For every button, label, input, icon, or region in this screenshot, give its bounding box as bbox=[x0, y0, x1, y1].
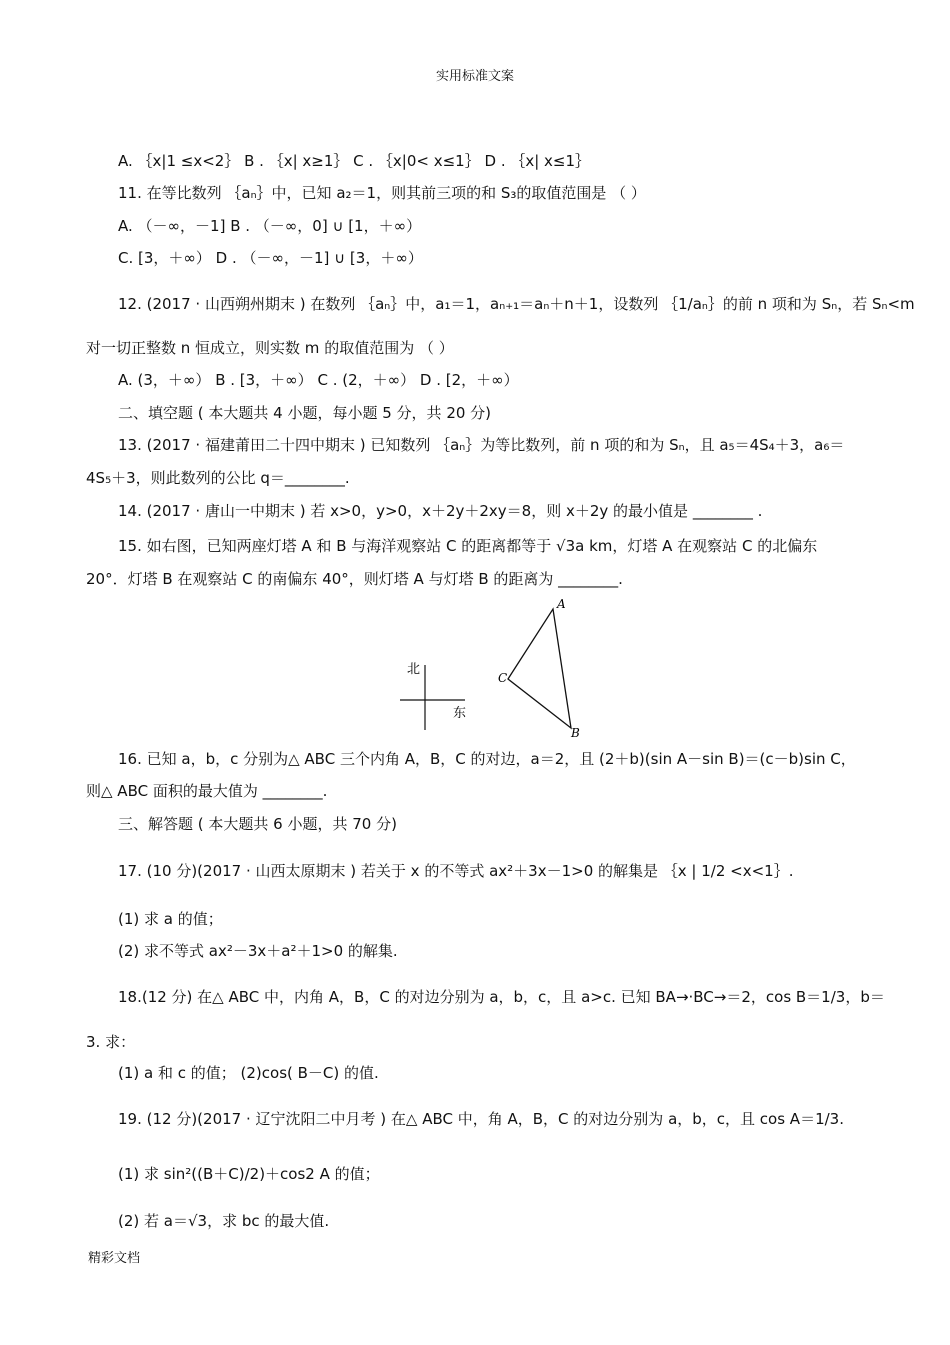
text-line: 20°．灯塔 B 在观察站 C 的南偏东 40°，则灯塔 A 与灯塔 B 的距离为 ________. bbox=[86, 570, 623, 588]
text-line: 3. 求： bbox=[86, 1033, 136, 1051]
text-line: (2) 求不等式 ax²－3x＋a²＋1>0 的解集. bbox=[118, 942, 398, 960]
lighthouse-diagram bbox=[395, 595, 595, 745]
text-line: (2) 若 a＝√3，求 bc 的最大值. bbox=[118, 1212, 330, 1230]
text-line: 16. 已知 a，b，c 分别为△ ABC 三个内角 A，B，C 的对边，a＝2，且 (2＋b)(sin A－sin B)＝(c－b)sin C， bbox=[118, 750, 856, 768]
east-label: 东 bbox=[453, 706, 467, 721]
text-line: (1) 求 sin²((B＋C)/2)＋cos2 A 的值； bbox=[118, 1165, 380, 1183]
text-line: 三、解答题 ( 本大题共 6 小题，共 70 分) bbox=[118, 815, 397, 833]
text-line: A. （－∞，－1] B . （－∞，0] ∪ [1，＋∞） bbox=[118, 217, 422, 235]
text-line: 15. 如右图，已知两座灯塔 A 和 B 与海洋观察站 C 的距离都等于 √3a km，灯塔 A 在观察站 C 的北偏东 bbox=[118, 537, 818, 555]
text-line: 14. (2017 · 唐山一中期末 ) 若 x>0，y>0，x＋2y＋2xy＝8，则 x＋2y 的最小值是 ________ . bbox=[118, 502, 763, 520]
text-line: 11. 在等比数列 ｛aₙ｝中，已知 a₂＝1，则其前三项的和 S₃的取值范围是 （ ） bbox=[118, 184, 646, 202]
text-line: 17. (10 分)(2017 · 山西太原期末 ) 若关于 x 的不等式 ax²＋3x－1>0 的解集是 ｛x | 1/2 <x<1｝. bbox=[118, 862, 794, 880]
vertex-b-label: B bbox=[571, 726, 580, 740]
page-footer: 精彩文档 bbox=[88, 1251, 141, 1266]
text-line: A. (3，＋∞） B . [3，＋∞） C . (2，＋∞） D . [2，＋∞） bbox=[118, 371, 519, 389]
text-line: 对一切正整数 n 恒成立，则实数 m 的取值范围为 （ ） bbox=[86, 339, 454, 357]
text-line: (1) a 和 c 的值； (2)cos( B－C) 的值. bbox=[118, 1064, 379, 1082]
north-label: 北 bbox=[407, 662, 421, 677]
triangle-abc bbox=[508, 609, 571, 728]
text-line: (1) 求 a 的值； bbox=[118, 910, 223, 928]
text-line: 4S₅＋3，则此数列的公比 q＝________. bbox=[86, 469, 350, 487]
text-line: 则△ ABC 面积的最大值为 ________. bbox=[86, 782, 328, 800]
text-line: A. ｛x|1 ≤x<2｝ B . ｛x| x≥1｝ C . ｛x|0< x≤1｝ D . ｛x| x≤1｝ bbox=[118, 152, 591, 170]
text-line: 18.(12 分) 在△ ABC 中，内角 A，B，C 的对边分别为 a，b，c，且 a>c. 已知 BA→·BC→＝2，cos B＝1/3，b＝ bbox=[118, 988, 885, 1006]
text-line: 19. (12 分)(2017 · 辽宁沈阳二中月考 ) 在△ ABC 中，角 A，B，C 的对边分别为 a，b，c，且 cos A＝1/3. bbox=[118, 1110, 844, 1128]
text-line: C. [3，＋∞） D . （－∞，－1] ∪ [3，＋∞） bbox=[118, 249, 423, 267]
text-line: 13. (2017 · 福建莆田二十四中期末 ) 已知数列 ｛aₙ｝为等比数列，前 n 项的和为 Sₙ，且 a₅＝4S₄＋3，a₆＝ bbox=[118, 436, 845, 454]
page-header: 实用标准文案 bbox=[435, 69, 514, 84]
text-line: 二、填空题 ( 本大题共 4 小题，每小题 5 分，共 20 分) bbox=[118, 404, 492, 422]
text-line: 12. (2017 · 山西朔州期末 ) 在数列 ｛aₙ｝中，a₁＝1，aₙ₊₁＝aₙ＋n＋1，设数列 ｛1/aₙ｝的前 n 项和为 Sₙ，若 Sₙ<m bbox=[118, 295, 915, 313]
vertex-a-label: A bbox=[557, 597, 566, 611]
vertex-c-label: C bbox=[498, 671, 508, 685]
